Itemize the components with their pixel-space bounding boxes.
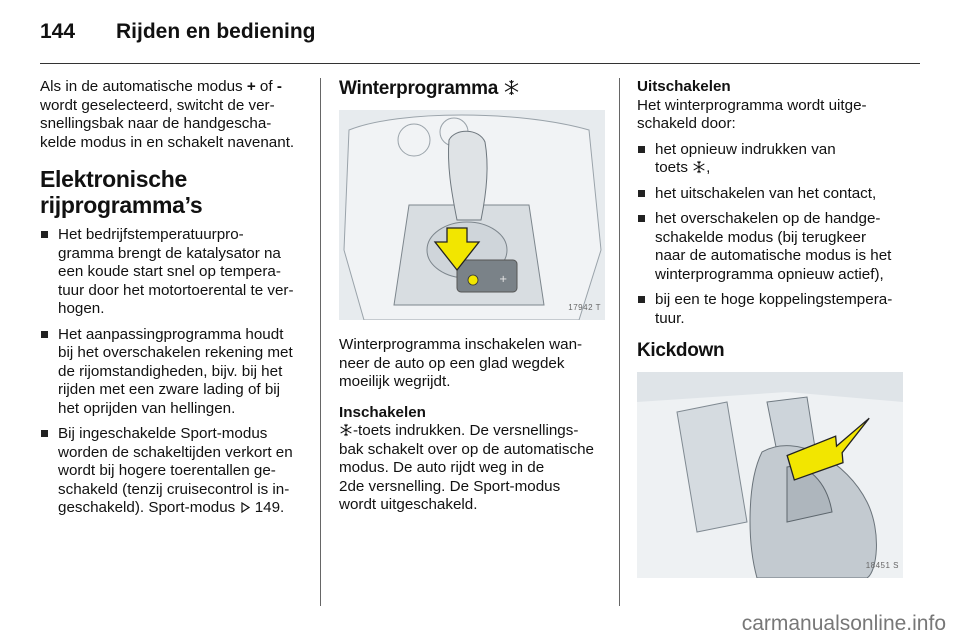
line: -toets indrukken. De versnellings- <box>353 422 579 439</box>
line: schakeld door: <box>637 115 736 132</box>
activate-description <box>339 422 605 515</box>
line: toets <box>655 159 693 176</box>
list-item <box>637 185 903 204</box>
line: het oprijden van hellingen. <box>58 399 236 417</box>
snowflake-icon <box>692 160 706 174</box>
page-number: 144 <box>40 20 76 43</box>
header-rule <box>40 63 920 64</box>
line: moeilijk wegrijdt. <box>339 373 451 390</box>
line: Het aanpassingprogramma houdt <box>58 325 284 343</box>
reference-page-link[interactable]: 149. <box>250 499 285 516</box>
line: naar de automatische modus is het <box>655 247 892 264</box>
list-item <box>637 141 903 178</box>
column-3 <box>637 78 903 578</box>
minus-symbol: - <box>276 78 282 95</box>
programs-list <box>40 226 306 518</box>
kickdown-pedal-illustration <box>637 372 903 578</box>
line: bak schakelt over op de automatische <box>339 440 594 458</box>
plus-symbol: + <box>246 78 256 95</box>
heading-text: Winterprogramma <box>339 78 498 99</box>
line: hogen. <box>58 300 105 317</box>
figure-code: 17942 T <box>568 302 601 312</box>
column-divider-1 <box>320 78 321 606</box>
svg-text:+: + <box>499 274 508 285</box>
line: rijden met een zware lading of bij <box>58 381 281 398</box>
line: Winterprogramma inschakelen wan- <box>339 336 583 353</box>
line: bij het overschakelen rekening met <box>58 344 293 361</box>
section-heading-winter <box>339 78 605 100</box>
column-1 <box>40 78 306 525</box>
line: , <box>706 159 711 176</box>
list-item <box>637 210 903 284</box>
deactivate-intro <box>637 97 903 134</box>
line: schakeld (tenzij cruisecontrol is in- <box>58 480 290 498</box>
line: het overschakelen op de handge- <box>655 210 881 227</box>
line: geschakeld). Sport-modus <box>58 499 240 516</box>
heading-line: rijprogramma’s <box>40 192 203 218</box>
line: 2de versnelling. De Sport-modus <box>339 477 561 495</box>
deactivate-list <box>637 141 903 329</box>
snowflake-icon <box>339 423 353 437</box>
subheading-deactivate: Uitschakelen <box>637 78 731 95</box>
line: gramma brengt de katalysator na <box>58 244 281 262</box>
section-heading-electronic <box>40 166 306 218</box>
line: Het bedrijfstemperatuurpro- <box>58 226 244 243</box>
figure-code: 18451 S <box>865 560 899 570</box>
line: modus. De auto rijdt weg in de <box>339 459 545 476</box>
section-heading-kickdown: Kickdown <box>637 340 725 361</box>
intro-text: Als in de automatische modus <box>40 78 247 95</box>
line: bij een te hoge koppelingstempera- <box>655 291 893 308</box>
line: worden de schakeltijden verkort en <box>58 443 293 461</box>
column-2 <box>339 78 605 515</box>
line: wordt bij hogere toerentallen ge- <box>58 462 276 479</box>
gear-selector-drawing <box>339 110 605 320</box>
intro-line: kelde modus in en schakelt navenant. <box>40 133 295 151</box>
subheading-activate: Inschakelen <box>339 403 426 421</box>
intro-text-or: of <box>255 78 277 95</box>
line: wordt uitgeschakeld. <box>339 496 478 513</box>
line: de rijomstandigheden, bijv. bij het <box>58 362 283 380</box>
list-item <box>637 291 903 328</box>
line: Bij ingeschakelde Sport-modus <box>58 425 268 442</box>
list-item <box>40 425 306 518</box>
list-item <box>40 326 306 419</box>
line: tuur. <box>655 309 685 327</box>
pedal-drawing <box>637 372 903 578</box>
line: neer de auto op een glad wegdek <box>339 354 565 372</box>
gear-selector-illustration <box>339 110 605 320</box>
line: het uitschakelen van het contact, <box>655 184 877 202</box>
line: winterprogramma opnieuw actief), <box>655 265 884 283</box>
intro-line: snellingsbak naar de handgescha- <box>40 115 272 132</box>
line: tuur door het motortoerental te ver- <box>58 281 294 299</box>
snowflake-icon <box>503 79 520 96</box>
heading-line: Elektronische <box>40 166 187 192</box>
watermark: carmanualsonline.info <box>741 612 946 635</box>
column-divider-2 <box>619 78 620 606</box>
winter-description <box>339 336 605 392</box>
line: het opnieuw indrukken van <box>655 140 836 158</box>
reference-arrow-icon[interactable] <box>240 500 251 511</box>
line: een koude start snel op tempera- <box>58 263 281 280</box>
page-title: Rijden en bediening <box>116 20 316 43</box>
list-item <box>40 226 306 319</box>
line: Het winterprogramma wordt uitge- <box>637 96 867 114</box>
line: schakelde modus (bij terugkeer <box>655 228 867 246</box>
page-header <box>40 20 316 44</box>
intro-paragraph <box>40 78 306 152</box>
intro-line: wordt geselecteerd, switcht de ver- <box>40 96 275 114</box>
